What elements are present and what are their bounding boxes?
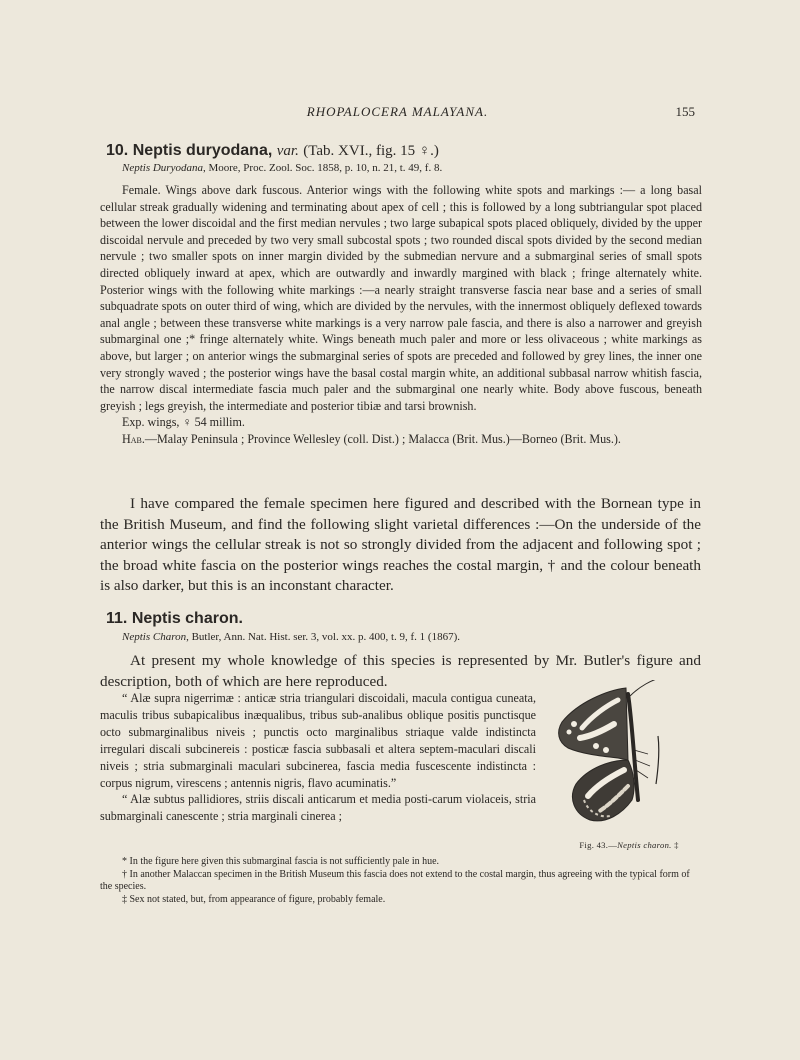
- caption-name: Neptis charon.: [617, 840, 672, 850]
- latin-description: [100, 690, 536, 825]
- species-number: 11.: [106, 610, 128, 627]
- footnote-2: † In another Malaccan specimen in the British Museum this fascia does not extend to the costal margin, thus agreeing with the typical form of the species.: [100, 868, 690, 893]
- figure-caption: [554, 840, 704, 850]
- description-10: [100, 182, 702, 448]
- citation-11: [122, 630, 710, 644]
- intro-text: At present my whole knowledge of this species is represented by Mr. Butler's figure and description, both of which are here reproduced.: [100, 652, 701, 690]
- citation-text: , Butler, Ann. Nat. Hist. ser. 3, vol. xx. p. 400, t. 9, f. 1 (1867).: [186, 631, 461, 643]
- citation-name: Neptis Duryodana: [122, 162, 203, 174]
- butterfly-figure: [548, 680, 708, 835]
- plate-reference: (Tab. XVI., fig. 15 ♀.): [303, 143, 439, 159]
- latin-underside: “ Alæ subtus pallidiores, striis discali anticarum et media posti-carum violaceis, stria submarginali canescente ; stria marginali cinerea ;: [100, 792, 536, 824]
- description-paragraph: Female. Wings above dark fuscous. Anterior wings with the following white spots and markings :— a long basal cellular streak gradually widening and terminating about apex of cell ; this is followed by a long subtriangular spot placed between the lower discoidal and the first median nervules ; two large subapical spots placed obliquely, divided by the upper discoidal nervule and preceded by two very small subcostal spots ; two rounded discal spots divided by the second median nervule ; two smaller spots on inner margin divided by the submedian nervure and a submarginal series of small spots directed obliquely inward at apex, which are outwardly and inwardly margined with black ; fringe alternately white. Posterior wings with the following white markings :—a nearly straight transverse fascia near base and a series of small subquadrate spots on outer third of wing, which are divided by the nervules, with the innermost obliquely deflexed towards anal angle ; between these transverse white markings is a very narrow pale fascia, and there is also a narrower and greyish submarginal one ;* fringe alternately white. Wings beneath much paler and more or less olivaceous ; white markings as above, but larger ; on anterior wings the submarginal series of spots are preceded and followed by grey lines, the inner one very strongly waved ; the posterior wings have the basal costal margin white, an additional subbasal narrow whitish fascia, the narrow discal intermediate fascia much paler and the submarginal one nearly white. Body above fuscous, beneath greyish ; legs greyish, the intermediate and posterior tibiæ and tarsi brownish.: [100, 183, 702, 413]
- citation-name: Neptis Charon: [122, 631, 187, 643]
- caption-suffix: ‡: [671, 840, 679, 850]
- species-name: Neptis charon.: [131, 610, 243, 627]
- citation-10: [122, 161, 710, 175]
- habitat-label: Hab.: [122, 431, 145, 446]
- expanse-line: Exp. wings, ♀ 54 millim.: [122, 415, 245, 430]
- running-title: RHOPALOCERA MALAYANA.: [306, 104, 489, 119]
- comparison-paragraph: [100, 494, 701, 597]
- comparison-text: I have compared the female specimen here figured and described with the Bornean type in the British Museum, and find the following slight varietal differences :—On the underside of the anterior wings the cellular streak is not so strongly divided from the adjacent and following spot ; the broad white fascia on the posterior wings reaches the costal margin, † and the colour beneath is also darker, but this is an inconstant character.: [100, 495, 701, 595]
- species-number: 10.: [106, 142, 129, 159]
- latin-upperside: “ Alæ supra nigerrimæ : anticæ stria triangulari discoidali, macula contigua cuneata, maculis tribus subapicalibus inæqualibus, tribus sub-analibus oblique positis punctisque octo submarginalibus niveis ; punctis octo marginalibus striaque valde indistincta irregulari discali subcinereis : posticæ fascia subbasali et altera septem-maculari discali niveis ; stria submarginali maculari subcinerea, fascia media fuscescente indistincta : corpus nigrum, virescens ; antennis nigris, flavo acuminatis.”: [100, 691, 536, 790]
- caption-prefix: Fig. 43.—: [579, 840, 618, 850]
- variety-label: var.: [276, 143, 299, 159]
- species-heading-11: [106, 610, 700, 628]
- citation-text: , Moore, Proc. Zool. Soc. 1858, p. 10, n. 21, t. 49, f. 8.: [202, 162, 443, 174]
- footnote-1: * In the figure here given this submarginal fascia is not sufficiently pale in hue.: [122, 856, 440, 867]
- running-head: [100, 104, 695, 122]
- page-number: 155: [675, 104, 695, 119]
- species-heading-10: [106, 142, 700, 160]
- butterfly-illustration: [548, 680, 708, 835]
- habitat-line: [100, 431, 702, 448]
- footnote-3: ‡ Sex not stated, but, from appearance of figure, probably female.: [122, 893, 386, 905]
- species-name: Neptis duryodana,: [132, 142, 273, 159]
- habitat-text: —Malay Peninsula ; Province Wellesley (coll. Dist.) ; Malacca (Brit. Mus.)—Borneo (Brit. Mus.).: [144, 431, 621, 446]
- footnotes: [100, 856, 704, 906]
